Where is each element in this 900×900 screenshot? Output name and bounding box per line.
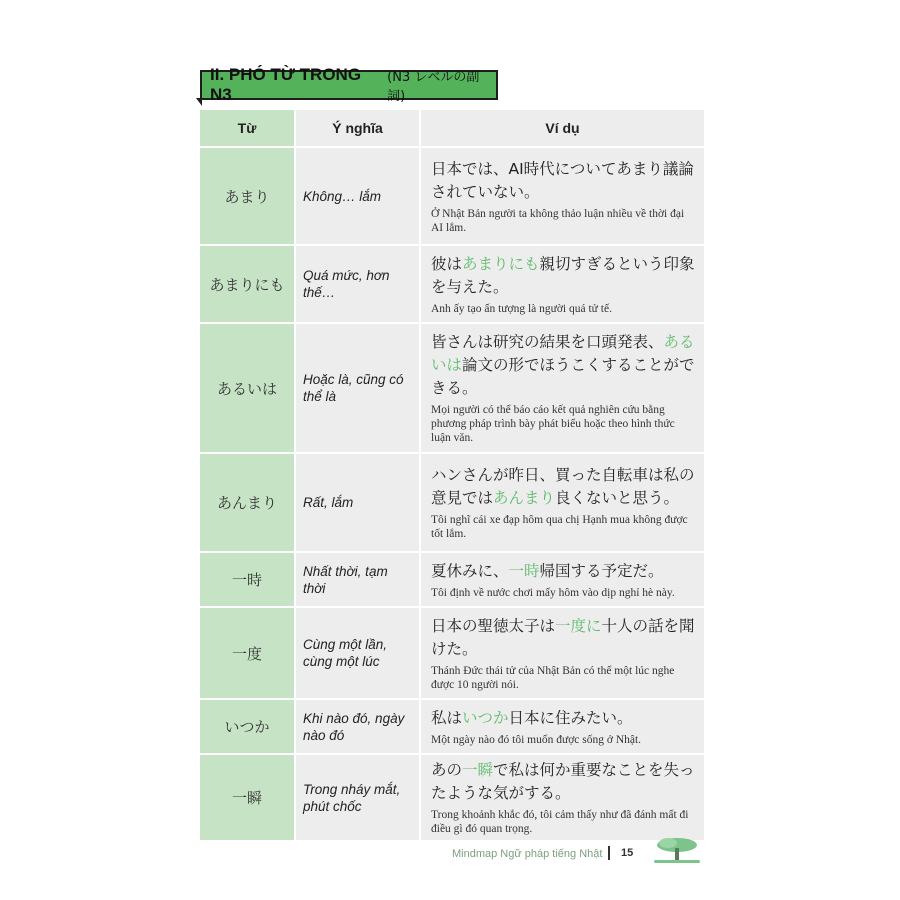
- example-highlight: 一瞬: [462, 761, 494, 779]
- row-word: あまり: [200, 147, 295, 245]
- adverb-table: [200, 110, 706, 842]
- row-meaning: Khi nào đó, ngày nào đó: [295, 699, 420, 754]
- table-row: [200, 607, 705, 699]
- footer-divider: [608, 846, 610, 860]
- row-example: [420, 607, 705, 699]
- example-vietnamese: Một ngày nào đó tôi muốn được sống ở Nhật.: [431, 733, 642, 746]
- row-example: [420, 453, 705, 552]
- example-vietnamese: Ở Nhật Bản người ta không thảo luận nhiều về thời đại AI lắm.: [431, 207, 685, 234]
- row-meaning: Hoặc là, cũng có thể là: [295, 323, 420, 453]
- table-row: [200, 699, 705, 754]
- example-highlight: いつか: [462, 708, 509, 727]
- example-japanese: 日本では、AI時代についてあまり議論されていない。: [431, 159, 694, 201]
- example-vietnamese: Thánh Đức thái tử của Nhật Bản có thể một lúc nghe được 10 người nói.: [431, 664, 675, 691]
- row-example: [420, 552, 705, 607]
- row-meaning: Trong nháy mắt, phút chốc: [295, 754, 420, 841]
- row-word: あんまり: [200, 453, 295, 552]
- footer-book-title: Mindmap Ngữ pháp tiếng Nhật: [452, 848, 603, 860]
- example-japanese: 皆さんは研究の結果を口頭発表、あるいは論文の形でほうこくすることができる。: [431, 333, 695, 397]
- example-japanese: ハンさんが昨日、買った自転車は私の意見ではあんまり良くないと思う。: [431, 466, 695, 507]
- example-vietnamese: Anh ấy tạo ấn tượng là người quá tử tế.: [431, 302, 612, 315]
- page-number: 15: [621, 847, 634, 859]
- row-meaning: Cùng một lần, cùng một lúc: [295, 607, 420, 699]
- row-example: [420, 323, 705, 453]
- example-japanese: あの一瞬で私は何か重要なことを失ったような気がする。: [431, 761, 695, 802]
- row-example: [420, 147, 705, 245]
- table-row: [200, 323, 705, 453]
- example-japanese: 私はいつか日本に住みたい。: [431, 708, 633, 727]
- example-vietnamese: Tôi định về nước chơi mấy hôm vào dịp nghỉ hè này.: [431, 586, 675, 599]
- example-vietnamese: Mọi người có thể báo cáo kết quả nghiên cứu bằng phương pháp trình bày phát biểu hoặc theo hình thức luận văn.: [431, 404, 675, 444]
- row-word: あまりにも: [200, 245, 295, 323]
- row-meaning: Không… lắm: [295, 147, 420, 245]
- row-meaning: Rất, lắm: [295, 453, 420, 552]
- section-title: II. PHÓ TỪ TRONG N3: [210, 65, 362, 104]
- row-word: 一度: [200, 607, 295, 699]
- table-row: [200, 754, 705, 841]
- table-row: [200, 147, 705, 245]
- table-row: [200, 552, 705, 607]
- row-example: [420, 245, 705, 323]
- tree-icon: [652, 836, 702, 864]
- example-japanese: 日本の聖徳太子は一度に十人の話を聞けた。: [431, 616, 695, 658]
- row-word: 一瞬: [200, 754, 295, 841]
- table-row: [200, 453, 705, 552]
- example-highlight: あんまり: [493, 489, 556, 507]
- row-example: [420, 754, 705, 841]
- row-example: [420, 699, 705, 754]
- row-word: 一時: [200, 552, 295, 607]
- table-header-row: [200, 110, 705, 147]
- row-meaning: Nhất thời, tạm thời: [295, 552, 420, 607]
- header-meaning: Ý nghĩa: [295, 110, 420, 147]
- example-vietnamese: Tôi nghĩ cái xe đạp hôm qua chị Hạnh mua không được tốt lắm.: [431, 514, 688, 540]
- table-row: [200, 245, 705, 323]
- header-word: Từ: [200, 110, 295, 147]
- row-meaning: Quá mức, hơn thế…: [295, 245, 420, 323]
- section-title-japanese: (N3 レベルの副詞): [387, 70, 480, 104]
- row-word: あるいは: [200, 323, 295, 453]
- example-highlight: あるいは: [431, 333, 695, 374]
- example-vietnamese: Trong khoảnh khắc đó, tôi cảm thấy như đã đánh mất đi điều gì đó quan trọng.: [431, 809, 689, 835]
- example-highlight: 一時: [508, 561, 540, 580]
- header-example: Ví dụ: [420, 110, 705, 147]
- example-highlight: 一度に: [555, 616, 602, 635]
- example-japanese: 夏休みに、一時帰国する予定だ。: [431, 561, 664, 580]
- section-title-tag: [200, 65, 498, 104]
- example-highlight: あまりにも: [462, 254, 540, 273]
- example-japanese: 彼はあまりにも親切すぎるという印象を与えた。: [431, 254, 695, 296]
- row-word: いつか: [200, 699, 295, 754]
